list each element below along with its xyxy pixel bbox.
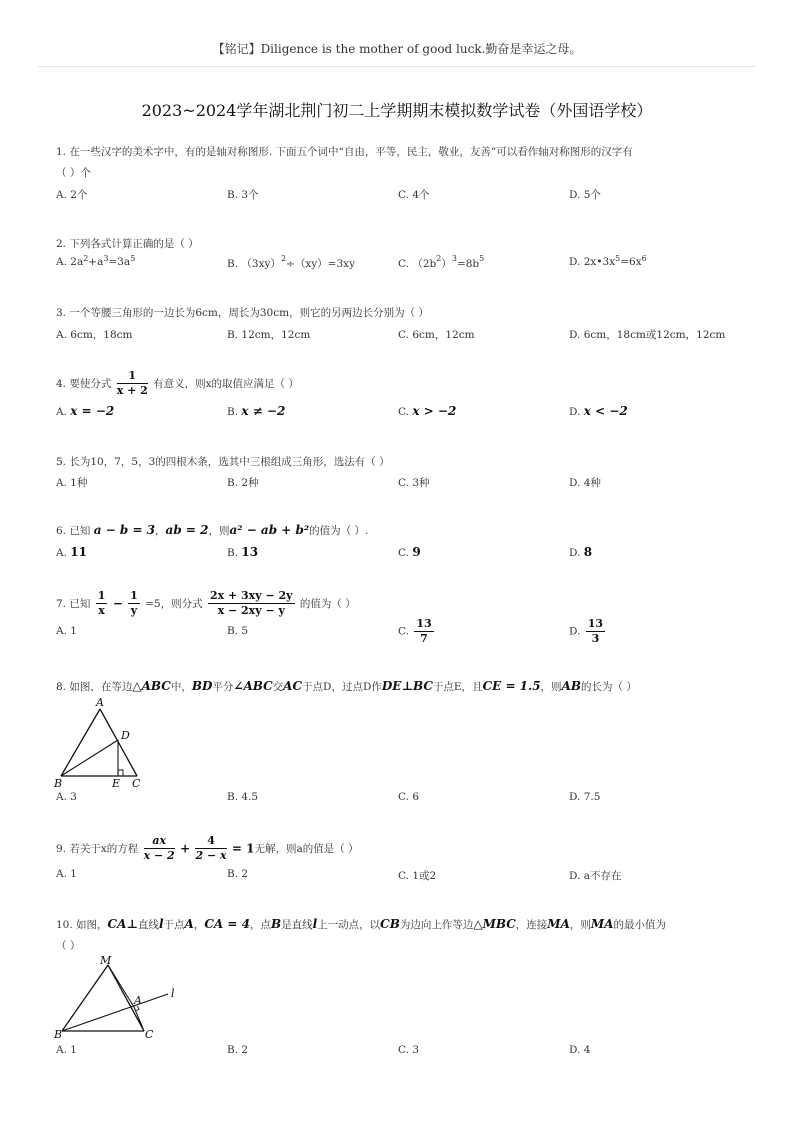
q4-option-a: A. x = −2: [56, 404, 115, 418]
q7-option-d: D. $\frac{13}{3}$: [569, 617, 604, 645]
q5-stem: 5. 长为10，7，5，3的四根木条，选其中三根组成三角形，选法有（ ）: [56, 456, 390, 468]
q10-label-c: C: [145, 1028, 154, 1041]
motto: 【铭记】Diligence is the mother of good luck.勤奋是幸运之母。: [212, 42, 582, 56]
q10-label-a: A: [134, 994, 142, 1007]
q1-option-a: A. 2个: [56, 189, 88, 201]
q6-option-a: A. 11: [56, 545, 87, 559]
q10-line-l: [62, 994, 168, 1031]
q2-option-a: A. $2a^2+a^3=3a^5$: [56, 254, 136, 268]
q8-option-d: D. 7.5: [569, 791, 601, 803]
q7-stem: 7. 已知 $\frac{1}{x}$ − $\frac{1}{y}$ =5，则分式 $\frac{2x + 3xy - 2y}{x - 2xy - y}$ 的值为（ ）: [56, 589, 356, 617]
q10-label-l: l: [171, 987, 175, 1000]
q6-stem: 6. 已知 a − b = 3，ab = 2，则a² − ab + b²的值为（ ）.: [56, 523, 369, 537]
q1-option-c: C. 4个: [398, 189, 430, 201]
q9-option-c: C. 1或2: [398, 870, 437, 882]
q3-option-a: A. 6cm，18cm: [56, 329, 133, 341]
q2-option-d: D. $2x•3x^5=6x^6$: [569, 254, 647, 268]
q9-fraction-ax: $\frac{ax}{x - 2}$: [143, 834, 175, 862]
q3-stem: 3. 一个等腰三角形的一边长为6cm，周长为30cm，则它的另两边长分别为（ ）: [56, 307, 429, 319]
q7-option-b: B. 5: [227, 625, 249, 637]
q3-option-d: D. 6cm，18cm或12cm，12cm: [569, 329, 726, 341]
q10-triangle-figure: [50, 952, 190, 1044]
q1-option-b: B. 3个: [227, 189, 259, 201]
q8-right-angle-mark: [118, 770, 123, 776]
q8-label-e: E: [112, 777, 121, 790]
q10-side-mb: [62, 965, 108, 1031]
header-divider: [38, 66, 756, 67]
q8-label-c: C: [132, 777, 141, 790]
q8-option-c: C. 6: [398, 791, 420, 803]
q10-option-c: C. 3: [398, 1044, 420, 1056]
q5-option-c: C. 3种: [398, 477, 430, 489]
q3-option-c: C. 6cm，12cm: [398, 329, 475, 341]
q8-stem: 8. 如图，在等边△ABC中，BD平分∠ABC交AC于点D，过点D作DE⊥BC于点E，且CE = 1.5，则AB的长为（ ）: [56, 679, 637, 693]
q6-option-c: C. 9: [398, 545, 421, 559]
q9-stem: 9. 若关于x的方程 $\frac{ax}{x - 2}$ + $\frac{4}{2 - x}$ = 1无解，则a的值是（ ）: [56, 834, 359, 862]
q4-option-b: B. x ≠ −2: [227, 404, 286, 418]
q7-fraction-1-over-x: $\frac{1}{x}$: [97, 589, 106, 617]
q10-label-m: M: [100, 954, 112, 967]
q10-option-d: D. 4: [569, 1044, 591, 1056]
q8-option-a: A. 3: [56, 791, 77, 803]
q10-label-b: B: [54, 1028, 63, 1041]
q10-stem-blank: （ ）: [56, 940, 81, 952]
q1-option-d: D. 5个: [569, 189, 601, 201]
q10-option-a: A. 1: [56, 1044, 77, 1056]
q7-option-c: C. $\frac{13}{7}$: [398, 617, 432, 645]
q2-option-b: B. $(3xy)^2\div(xy)=3xy$: [227, 254, 356, 270]
q8-label-b: B: [54, 777, 63, 790]
q8-triangle-figure: [52, 694, 152, 790]
q4-option-c: C. x > −2: [398, 404, 457, 418]
q8-segment-bd: [61, 740, 118, 776]
q9-option-d: D. a不存在: [569, 870, 622, 882]
q10-option-b: B. 2: [227, 1044, 249, 1056]
q9-option-a: A. 1: [56, 868, 77, 880]
q3-option-b: B. 12cm，12cm: [227, 329, 311, 341]
q4-option-d: D. x < −2: [569, 404, 628, 418]
q1-stem: 1. 在一些汉字的美术字中，有的是轴对称图形. 下面五个词中“自由，平等，民主，敬业，友善”可以看作轴对称图形的汉字有: [56, 146, 633, 158]
q5-option-b: B. 2种: [227, 477, 259, 489]
q6-option-d: D. 8: [569, 545, 593, 559]
q10-segment-ca: [134, 1007, 144, 1031]
q5-option-a: A. 1种: [56, 477, 88, 489]
q9-fraction-4: $\frac{4}{2 - x}$: [195, 834, 227, 862]
q2-stem: 2. 下列各式计算正确的是（ ）: [56, 238, 199, 250]
q5-option-d: D. 4种: [569, 477, 601, 489]
q10-stem: 10. 如图，CA⊥直线l于点A，CA = 4，点B是直线l上一动点，以CB为边向上作等边△MBC，连接MA，则MA的最小值为: [56, 917, 666, 931]
q7-fraction-1-over-y: $\frac{1}{y}$: [130, 589, 138, 617]
q9-option-b: B. 2: [227, 868, 249, 880]
q8-label-a: A: [96, 696, 104, 709]
q6-option-b: B. 13: [227, 545, 259, 559]
q7-fraction-main: $\frac{2x + 3xy - 2y}{x - 2xy - y}$: [209, 589, 293, 617]
q10-segment-ma: [108, 965, 134, 1007]
q8-option-b: B. 4.5: [227, 791, 259, 803]
exam-title: 2023~2024学年湖北荆门初二上学期期末模拟数学试卷（外国语学校）: [141, 101, 653, 120]
q7-option-a: A. 1: [56, 625, 77, 637]
q8-label-d: D: [121, 729, 130, 742]
q1-stem-blank: （ ）个: [56, 167, 91, 179]
q8-side-ab: [61, 709, 100, 776]
q4-fraction: $\frac{1}{x + 2}$: [116, 369, 148, 397]
q4-stem: 4. 要使分式 $\frac{1}{x + 2}$ 有意义，则x的取值应满足（ ）: [56, 369, 299, 397]
q2-option-c: C. $(2b^2)^3=8b^5$: [398, 254, 485, 270]
